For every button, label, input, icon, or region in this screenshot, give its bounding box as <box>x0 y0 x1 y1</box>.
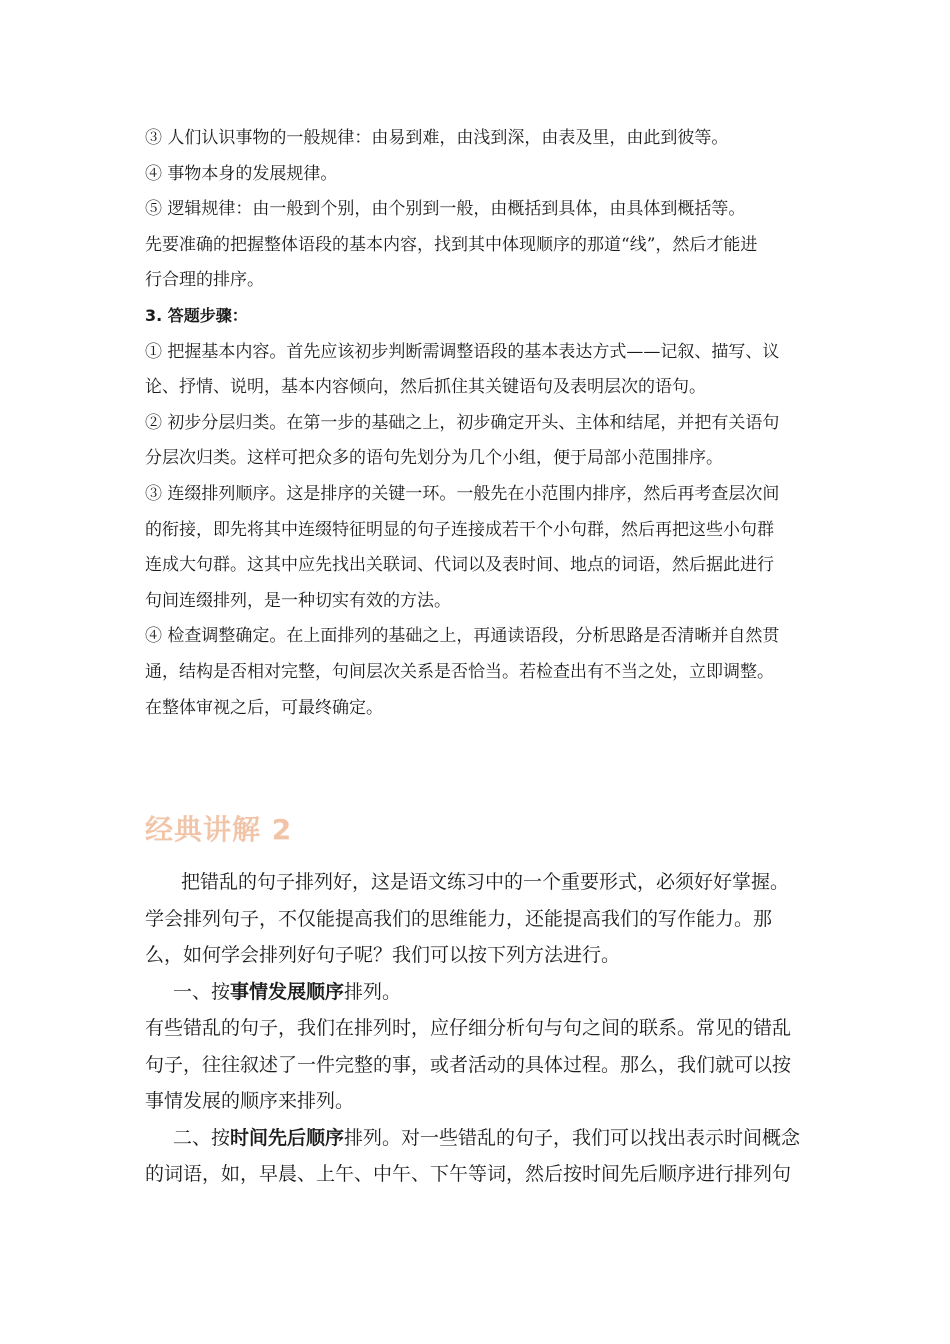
answer-steps-heading: 3. 答题步骤： <box>145 305 248 325</box>
method-suffix: 排列。对一些错乱的句子，我们可以找出表示时间概念 <box>344 1126 801 1149</box>
method-2-heading <box>145 1124 810 1152</box>
step-line: 的衔接，即先将其中连缀特征明显的句子连接成若干个小句群，然后再把这些小句群 <box>145 519 774 540</box>
method-prefix: 一、按 <box>173 980 231 1003</box>
rule-line: 行合理的排序。 <box>145 270 264 291</box>
method-suffix: 排列。 <box>344 980 402 1003</box>
step-line: 分层次归类。这样可把众多的语句先划分为几个小组，便于局部小范围排序。 <box>145 448 723 469</box>
rule-line: 先要准确的把握整体语段的基本内容，找到其中体现顺序的那道“线”，然后才能进 <box>145 234 758 255</box>
step-line: 在整体审视之后，可最终确定。 <box>145 697 383 718</box>
rule-line: ⑤ 逻辑规律：由一般到个别，由个别到一般，由概括到具体，由具体到概括等。 <box>145 199 746 220</box>
method-2-body-line: 的词语，如，早晨、上午、中午、下午等词，然后按时间先后顺序进行排列句 <box>145 1163 792 1185</box>
method-keyword: 时间先后顺序 <box>230 1126 345 1149</box>
step-line: ① 把握基本内容。首先应该初步判断需调整语段的基本表达方式——记叙、描写、议 <box>145 341 780 362</box>
rule-line: ③ 人们认识事物的一般规律：由易到难，由浅到深，由表及里，由此到彼等。 <box>145 128 729 148</box>
step-line: 连成大句群。这其中应先找出关联词、代词以及表时间、地点的词语，然后据此进行 <box>145 555 774 576</box>
method-keyword: 事情发展顺序 <box>230 980 345 1003</box>
method-1-body-line: 事情发展的顺序来排列。 <box>145 1090 355 1112</box>
intro-line: 把错乱的句子排列好，这是语文练习中的一个重要形式，必须好好掌握。 <box>181 871 790 893</box>
method-1-heading <box>145 978 810 1006</box>
step-line: 论、抒情、说明，基本内容倾向，然后抓住其关键语句及表明层次的语句。 <box>145 377 706 398</box>
step-line: ④ 检查调整确定。在上面排列的基础之上，再通读语段，分析思路是否清晰并自然贯 <box>145 626 780 647</box>
section-title: 经典讲解 2 <box>145 813 293 846</box>
intro-line: 么，如何学会排列好句子呢？我们可以按下列方法进行。 <box>145 944 621 966</box>
rule-line: ④ 事物本身的发展规律。 <box>145 163 338 184</box>
step-line: ② 初步分层归类。在第一步的基础之上，初步确定开头、主体和结尾，并把有关语句 <box>145 412 780 433</box>
step-line: ③ 连缀排列顺序。这是排序的关键一环。一般先在小范围内排序，然后再考查层次间 <box>145 483 780 504</box>
step-line: 通，结构是否相对完整，句间层次关系是否恰当。若检查出有不当之处，立即调整。 <box>145 661 774 682</box>
method-1-body-line: 句子，往往叙述了一件完整的事，或者活动的具体过程。那么，我们就可以按 <box>145 1053 792 1076</box>
step-line: 句间连缀排列，是一种切实有效的方法。 <box>145 590 451 611</box>
intro-line: 学会排列句子，不仅能提高我们的思维能力，还能提高我们的写作能力。那 <box>145 907 773 930</box>
method-1-body-line: 有些错乱的句子，我们在排列时，应仔细分析句与句之间的联系。常见的错乱 <box>145 1017 792 1039</box>
method-prefix: 二、按 <box>173 1126 231 1149</box>
answer-rules-section <box>145 126 810 731</box>
classic-explanation-section <box>145 868 810 1197</box>
